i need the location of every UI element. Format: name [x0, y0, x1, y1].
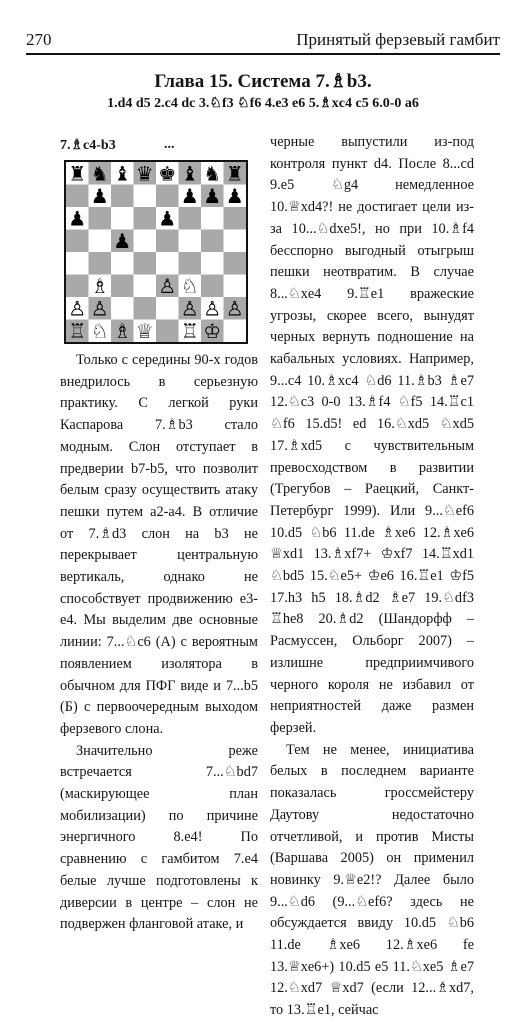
chess-piece-e3: ♙ [158, 273, 177, 298]
board-square-e2 [156, 297, 179, 320]
board-square-a7 [66, 185, 89, 208]
chess-piece-h7: ♟ [225, 183, 244, 208]
left-paragraph-1: Только с середины 90-х годов внедрилось в серьезную практику. С легкой руки Каспарова 7.♗b3 стало модным. Слон отступает в предверии b7-b5, что позволит белым сразу осуществить атаку пешки путем a2-a4. В отличие от 7.♗d3 слон на b3 не перекрывает центральную вертикаль, однако не способствует продвижению e3-e4. Мы выделим две основные линии: 7...♘c6 (А) с вероятным появлением изолятора в обычном для ПФГ виде и 7...b5 (Б) с первоочередным выходом ферзевого слона. [60, 352, 258, 737]
board-square-d5 [134, 230, 157, 253]
board-square-h1 [224, 320, 247, 343]
board-square-b4 [89, 252, 112, 275]
chess-diagram [64, 160, 248, 344]
board-square-e4 [156, 252, 179, 275]
chess-piece-f2: ♙ [180, 296, 199, 321]
board-square-b6 [89, 207, 112, 230]
chess-piece-d1: ♕ [135, 318, 154, 342]
left-paragraph-2: Значительно реже встречается 7...♘bd7 (маскирующее план мобилизации) по причине энергичного 8.e4! По сравнению с гамбитом 7.e4 белые лучше подготовлены к диверсии в центре – слон не подвержен фланговой атаке, и [60, 742, 258, 933]
board-square-d6 [134, 207, 157, 230]
chess-piece-c1: ♗ [113, 318, 132, 342]
diagram-caption-move: 7.♗c4-b3 [60, 138, 116, 153]
diagram-caption-dots: ... [164, 137, 175, 152]
board-square-a4 [66, 252, 89, 275]
board-square-e7 [156, 185, 179, 208]
board-square-g5 [201, 230, 224, 253]
left-column [60, 350, 258, 936]
chess-piece-b1: ♘ [90, 318, 109, 342]
chess-piece-e6: ♟ [158, 206, 177, 231]
chess-piece-b8: ♞ [90, 162, 109, 186]
board-square-c7 [111, 185, 134, 208]
board-square-d4 [134, 252, 157, 275]
board-square-h5 [224, 230, 247, 253]
board-square-h3 [224, 275, 247, 298]
board-square-g3 [201, 275, 224, 298]
header-rule [26, 53, 500, 55]
board-square-f5 [179, 230, 202, 253]
diagram-caption [60, 137, 258, 154]
chess-piece-g2: ♙ [203, 296, 222, 321]
chess-piece-a6: ♟ [68, 206, 87, 231]
chess-piece-c8: ♝ [113, 162, 132, 186]
board-square-g4 [201, 252, 224, 275]
chess-piece-a1: ♖ [68, 318, 87, 342]
chess-piece-a8: ♜ [68, 162, 87, 186]
board-square-c6 [111, 207, 134, 230]
chess-piece-d8: ♛ [135, 162, 154, 186]
board-square-h4 [224, 252, 247, 275]
chess-piece-g8: ♞ [203, 162, 222, 186]
chess-piece-f3: ♘ [180, 273, 199, 298]
chess-piece-g7: ♟ [203, 183, 222, 208]
right-paragraph-1: черные выпустили из-под контроля пункт d4. После 8...cd 9.e5 ♘g4 немедленное 10.♕xd4?! не достигает цели из-за 10...♘dxe5!, но при 10.♗f4 бесспорно выгодный отыгрыш пешки неотвратим. В случае 8...♘xe4 9.♖e1 вражеские угрозы, скорее всего, вынудят черных вернуть подношение на кабальных условиях. Например, 9...c4 10.♗xc4 ♘d6 11.♗b3 ♗e7 12.♘c3 0-0 13.♗f4 ♘f5 14.♖c1 ♘f6 15.d5! ed 16.♘xd5 ♘xd5 17.♗xd5 с чувствительным превосходством в развитии (Трегубов – Раецкий, Санкт-Петербург 1999). Или 9...♘ef6 10.d5 ♘b6 11.de ♗xe6 12.♗xe6 ♕xd1 13.♗xf7+ ♔xf7 14.♖xd1 ♘bd5 15.♘e5+ ♔e6 16.♖e1 ♔f5 17.h3 h5 18.♗d2 ♗e7 19.♘df3 ♖he8 20.♗d2 (Шандорфф – Расмуссен, Ольборг 2007) – излишне предприимчивого черного короля не избавил от неприятностей даже размен ферзей. [270, 134, 474, 736]
board-square-d7 [134, 185, 157, 208]
chess-piece-f1: ♖ [180, 318, 199, 342]
board-square-g6 [201, 207, 224, 230]
chess-piece-h2: ♙ [225, 296, 244, 321]
board-square-f4 [179, 252, 202, 275]
board-square-d2 [134, 297, 157, 320]
chapter-title: Глава 15. Система 7.♗b3. [154, 71, 372, 92]
board-square-f6 [179, 207, 202, 230]
board-square-e5 [156, 230, 179, 253]
board-square-c2 [111, 297, 134, 320]
board-square-b5 [89, 230, 112, 253]
board-square-e1 [156, 320, 179, 343]
board-square-h6 [224, 207, 247, 230]
chess-piece-g1: ♔ [203, 318, 222, 342]
chess-piece-a2: ♙ [68, 296, 87, 321]
chess-piece-h8: ♜ [225, 162, 244, 186]
board-square-a3 [66, 275, 89, 298]
board-square-c3 [111, 275, 134, 298]
chess-board [66, 162, 246, 342]
chess-piece-b7: ♟ [90, 183, 109, 208]
chess-piece-e8: ♚ [158, 162, 177, 186]
chess-piece-f8: ♝ [180, 162, 199, 186]
board-square-a5 [66, 230, 89, 253]
right-column [270, 132, 474, 1022]
board-square-c4 [111, 252, 134, 275]
page-number: 270 [26, 30, 52, 49]
chess-piece-c5: ♟ [113, 228, 132, 253]
chess-piece-b3: ♗ [90, 273, 109, 298]
chapter-moves: 1.d4 d5 2.c4 dc 3.♘f3 ♘f6 4.e3 e6 5.♗xc4 c5 6.0-0 a6 [107, 96, 419, 111]
chess-piece-f7: ♟ [180, 183, 199, 208]
board-square-d3 [134, 275, 157, 298]
right-paragraph-2: Тем не менее, инициатива белых в последнем варианте показалась гроссмейстеру Даутову недостаточно отчетливой, и против Мисты (Варшава 2005) он применил новинку 9.♕e2!? Далее было 9...♘d6 (9...♘ef6? здесь не обсуждается ввиду 10.d5 ♘b6 11.de ♗xe6 12.♗xe6 fe 13.♕xe6+) 10.d5 e5 11.♘xe5 ♗e7 12.♘xd7 ♕xd7 (если 12...♗xd7, то 13.♖e1, сейчас [270, 741, 474, 1019]
running-title: Принятый ферзевый гамбит [296, 30, 500, 49]
chess-piece-b2: ♙ [90, 296, 109, 321]
running-head [26, 30, 500, 52]
